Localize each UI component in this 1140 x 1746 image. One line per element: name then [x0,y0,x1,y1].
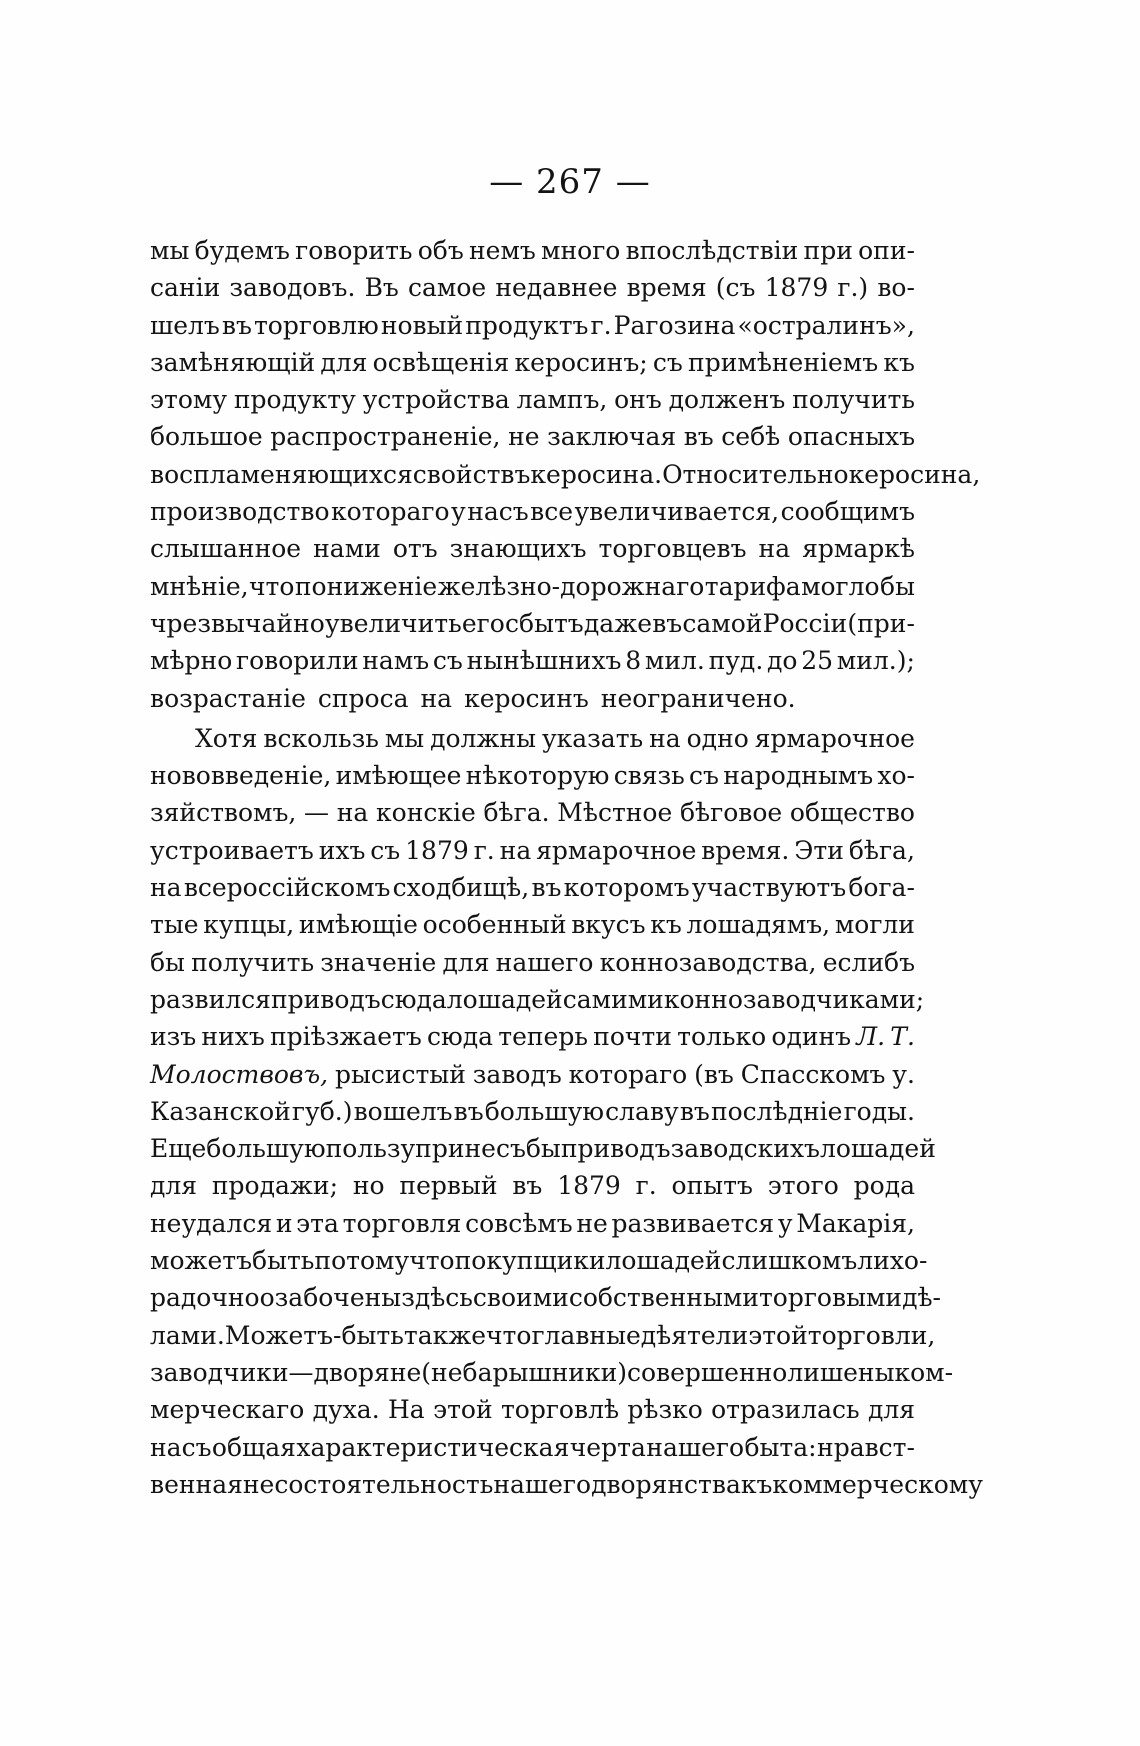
text-line: возрастаніе спроса на керосинъ неограничено. [150,683,796,713]
text-line: изъ нихъ пріѣзжаетъ сюда теперь почти только одинъ Л. Т. [150,1022,915,1052]
text-line: неудался и эта торговля совсѣмъ не развивается у Макарія, [150,1208,915,1238]
text-line: на всероссійскомъ сходбищѣ, въ которомъ участвуютъ бога- [150,873,915,903]
text-line: нововведеніе, имѣющее нѣкоторую связь съ народнымъ хо- [150,761,915,791]
text-line: устроиваетъ ихъ съ 1879 г. на ярмарочное время. Эти бѣга, [150,835,915,865]
text-line: венная несостоятельность нашего дворянства къ коммерческому [150,1469,983,1499]
text-line: Казанской губ.) вошелъ въ большую славу въ послѣдніе годы. [150,1096,915,1126]
paragraph [150,720,983,1503]
text-line: тые купцы, имѣющіе особенный вкусъ къ лошадямъ, могли [150,910,915,940]
text-line: заводчики—дворяне (не барышники) совершенно лишены ком- [150,1357,954,1387]
body-text [150,232,983,1503]
text-line: саніи заводовъ. Въ самое недавнее время (съ 1879 г.) во- [150,273,915,303]
text-line: радочно озабочены здѣсь своими собственными торговыми дѣ- [150,1283,941,1313]
text-line: воспламеняющихся свойствъ керосина. Относительно керосина, [150,459,981,489]
text-line: слышанное нами отъ знающихъ торговцевъ на ярмаркѣ [150,534,915,564]
text-line: насъ общая характеристическая черта нашего быта: нравст- [150,1432,915,1462]
text-line: чрезвычайно увеличить его сбытъ даже въ самой Россіи (при- [150,608,915,638]
text-line: мы будемъ говорить объ немъ много впослѣдствіи при опи- [150,236,915,265]
text-line: большое распространеніе, не заключая въ себѣ опасныхъ [150,422,915,452]
text-line: замѣняющій для освѣщенія керосинъ; съ примѣненіемъ къ [150,347,915,377]
text-line: зяйствомъ, — на конскіе бѣга. Мѣстное бѣговое общество [150,798,915,828]
text-line: развился приводъ сюда лошадей самими коннозаводчиками; [150,984,925,1014]
text-line: Хотя вскользь мы должны указать на одно ярмарочное [195,723,915,753]
text-line: лами. Можетъ-быть также что главные дѣятели этой торговли, [150,1320,936,1350]
text-line: можетъ быть потому что покупщики лошадей слишкомъ лихо- [150,1246,928,1276]
text-line: Еще большую пользу принесъ бы приводъ заводскихъ лошадей [150,1134,936,1164]
text-line: мѣрно говорили намъ съ нынѣшнихъ 8 мил. пуд. до 25 мил.); [150,646,915,676]
text-line: Молоствовъ, рысистый заводъ котораго (въ Спасскомъ у. [150,1059,915,1089]
text-line: шелъ въ торговлю новый продуктъ г. Рагозина «остралинъ», [150,310,915,340]
text-line: этому продукту устройства лампъ, онъ долженъ получить [150,385,915,415]
paragraph [150,232,981,717]
page-number: — 267 — [489,162,651,202]
text-line: производство котораго у насъ все увеличивается, сообщимъ [150,497,915,527]
text-line: мнѣніе, что пониженіе желѣзно-дорожнаго тарифа могло бы [150,571,915,601]
text-line: бы получить значеніе для нашего коннозаводства, еслибъ [150,947,915,977]
text-line: для продажи; но первый въ 1879 г. опытъ этого рода [150,1171,915,1201]
text-line: мерческаго духа. На этой торговлѣ рѣзко отразилась для [150,1395,915,1425]
